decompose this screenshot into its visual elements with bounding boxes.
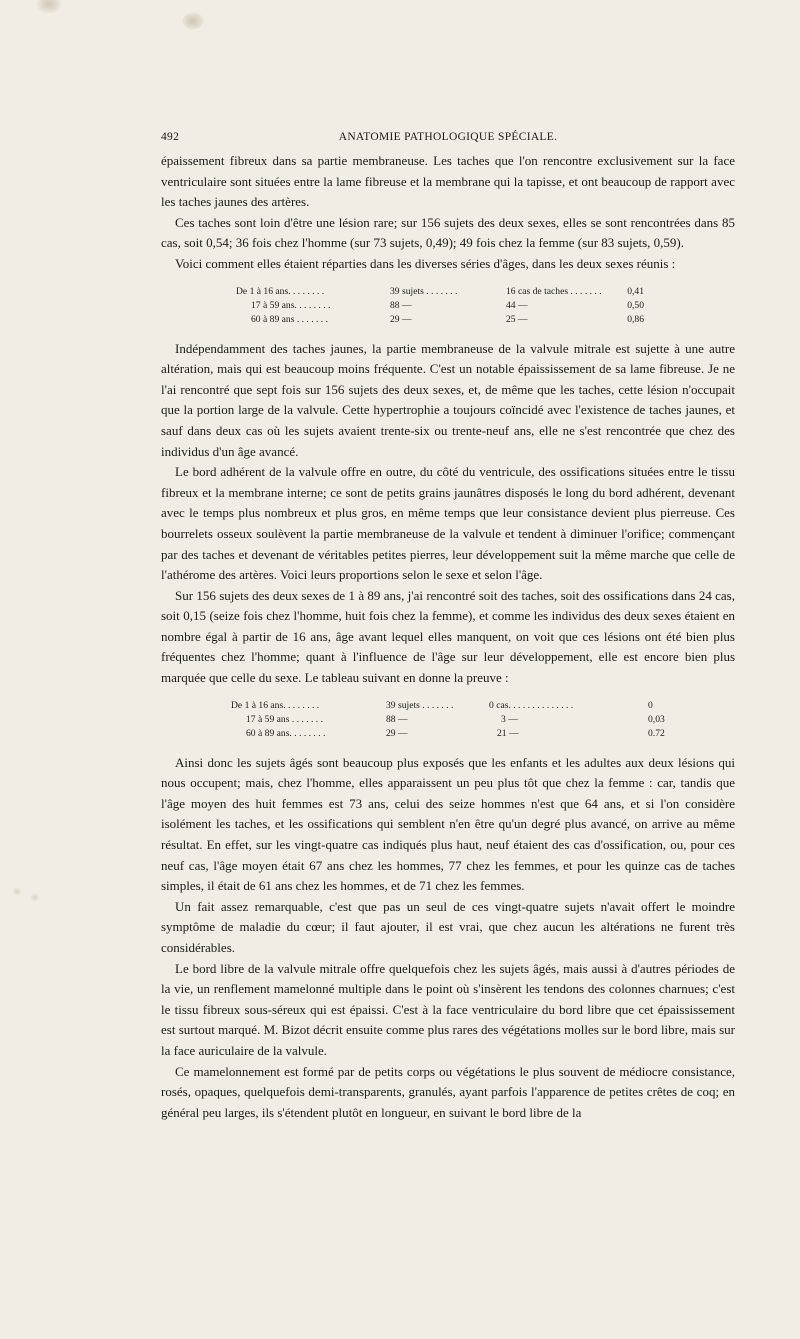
table-cell: De 1 à 16 ans. . . . . . . .: [236, 285, 325, 297]
table-row: [236, 285, 644, 299]
table-cell: 60 à 89 ans. . . . . . . .: [246, 727, 326, 739]
paper-stain: [12, 887, 22, 896]
table-cell: 0,03: [648, 713, 665, 725]
table-cell: 17 à 59 ans . . . . . . .: [246, 713, 324, 725]
table-cell: 0 cas. . . . . . . . . . . . . .: [489, 699, 574, 711]
paragraph: épaissement fibreux dans sa partie membraneuse. Les taches que l'on rencontre exclusivement sur la face ventriculaire sont situées entre la lame fibreuse et la membrane qui la tapisse, et ont beaucoup de rapport avec les taches jaunes des artères.: [161, 153, 735, 210]
table-cell: 0.72: [648, 727, 665, 739]
table-cell: 44 —: [506, 299, 528, 311]
table-row: [231, 699, 678, 713]
table-cell: 29 —: [390, 313, 412, 325]
running-title: ANATOMIE PATHOLOGIQUE SPÉCIALE.: [338, 131, 558, 143]
paragraph: Ce mamelonnement est formé par de petits corps ou végétations le plus souvent de médiocre consistance, rosés, opaques, quelquefois demi-transparents, granulés, ayant parfois l'apparence de petites crêtes de coq; en général peu larges, ils s'étendent plutôt en longueur, en suivant le bord libre de la: [161, 1063, 735, 1120]
table-cell: 0,86: [627, 313, 644, 325]
paragraph: Le bord libre de la valvule mitrale offre quelquefois chez les sujets âgés, mais aussi à d'autres périodes de la vie, un renflement mamelonné multiple dans le point où s'insèrent les tendons des colonnes charnues; c'est le tissu fibreux sous-séreux qui est épaissi. C'est à la face ventriculaire du bord libre que cet épaississement est surtout marqué. M. Bizot décrit ensuite comme plus rares des végétations molles sur le bord libre, mais sur la face auriculaire de la valvule.: [161, 960, 735, 1058]
table-row: [236, 313, 644, 327]
age-distribution-table-taches: [236, 285, 644, 327]
table-cell: 3 —: [501, 713, 518, 725]
table-row: [236, 299, 644, 313]
table-cell: 60 à 89 ans . . . . . . .: [251, 313, 329, 325]
table-cell: 16 cas de taches . . . . . . .: [506, 285, 602, 297]
page-number: 492: [161, 131, 180, 143]
table-cell: 29 —: [386, 727, 408, 739]
table-cell: 39 sujets . . . . . . .: [386, 699, 454, 711]
paragraph: Indépendamment des taches jaunes, la partie membraneuse de la valvule mitrale est sujette à une autre altération, mais qui est beaucoup moins fréquente. C'est un notable épaississement de sa lame fibreuse. Je ne l'ai rencontré que sept fois sur 156 sujets des deux sexes, et, de même que les taches, cette lésion n'occupait que la portion large de la valvule. Cette hypertrophie a toujours coïncidé avec l'existence de taches jaunes, et sauf dans deux cas où les sujets avaient trente-six ou trente-neuf ans, elle ne s'est rencontrée que chez des individus d'un âge avancé.: [161, 340, 735, 459]
table-cell: 17 à 59 ans. . . . . . . .: [251, 299, 331, 311]
paper-stain: [36, 0, 62, 14]
paragraph: Un fait assez remarquable, c'est que pas un seul de ces vingt-quatre sujets n'avait offert le moindre symptôme de maladie du cœur; il faut ajouter, il est vrai, que chez aucun les altérations ne furent très considérables.: [161, 898, 735, 955]
paper-stain: [182, 12, 204, 30]
table-cell: 88 —: [386, 713, 408, 725]
table-cell: De 1 à 16 ans. . . . . . . .: [231, 699, 320, 711]
table-cell: 39 sujets . . . . . . .: [390, 285, 458, 297]
running-header: [161, 131, 735, 149]
table-cell: 0,50: [627, 299, 644, 311]
table-cell: 21 —: [497, 727, 519, 739]
paragraph: Voici comment elles étaient réparties dans les diverses séries d'âges, dans les deux sexes réunis :: [175, 255, 676, 271]
paragraph: Ainsi donc les sujets âgés sont beaucoup plus exposés que les enfants et les adultes aux deux lésions qui nous occupent; mais, chez l'homme, elles apparaissent un peu plus tôt que chez la femme : car, tandis que l'âge moyen des huit femmes est 73 ans, celui des seize hommes n'est que 64 ans, et si l'on considère isolément les taches, et les ossifications qui semblent n'en être qu'un degré plus avancé, on arrive au même résultat. En effet, sur les vingt-quatre cas indiqués plus haut, neuf étaient des cas d'ossification, ou, pour ces neuf cas, l'âge moyen était 67 ans chez les hommes, 77 chez les femmes, et pour les quinze cas de taches simples, il était de 61 ans chez les hommes, et de 71 chez les femmes.: [161, 754, 735, 894]
paragraph: Sur 156 sujets des deux sexes de 1 à 89 ans, j'ai rencontré soit des taches, soit des ossifications dans 24 cas, soit 0,15 (seize fois chez l'homme, huit fois chez la femme), et comme les individus des deux sexes étaient en nombre égal à partir de 16 ans, âge avant lequel elles manquent, on voit que ces lésions ont été bien plus fréquentes chez l'homme; quant à l'influence de l'âge sur leur développement, elle est encore bien plus marquée que celle du sexe. Le tableau suivant en donne la preuve :: [161, 587, 735, 686]
paper-stain: [30, 893, 40, 902]
paragraph: Le bord adhérent de la valvule offre en outre, du côté du ventricule, des ossifications situées entre le tissu fibreux et la membrane interne; ce sont de petits grains jaunâtres disposés le long du bord adhérent, devenant avec le temps plus nombreux et plus gros, en même temps que leur consistance devient plus pierreuse. Ces bourrelets osseux soulèvent la partie membraneuse de la valvule et tendent à diminuer l'orifice; commençant par des taches et devenant de véritables petites pierres, leur développement suit la même marche que celle de l'athérome des artères. Voici leurs proportions selon le sexe et selon l'âge.: [161, 464, 735, 583]
table-cell: 88 —: [390, 299, 412, 311]
text-body: [161, 151, 735, 1123]
table-row: [231, 713, 678, 727]
age-distribution-table-ossifications: [231, 699, 678, 741]
paragraph: Ces taches sont loin d'être une lésion rare; sur 156 sujets des deux sexes, elles se sont rencontrées dans 85 cas, soit 0,54; 36 fois chez l'homme (sur 73 sujets, 0,49); 49 fois chez la femme (sur 83 sujets, 0,59).: [161, 214, 735, 251]
table-row: [231, 727, 678, 741]
table-cell: 25 —: [506, 313, 528, 325]
table-cell: 0: [648, 699, 653, 711]
table-cell: 0,41: [627, 285, 644, 297]
